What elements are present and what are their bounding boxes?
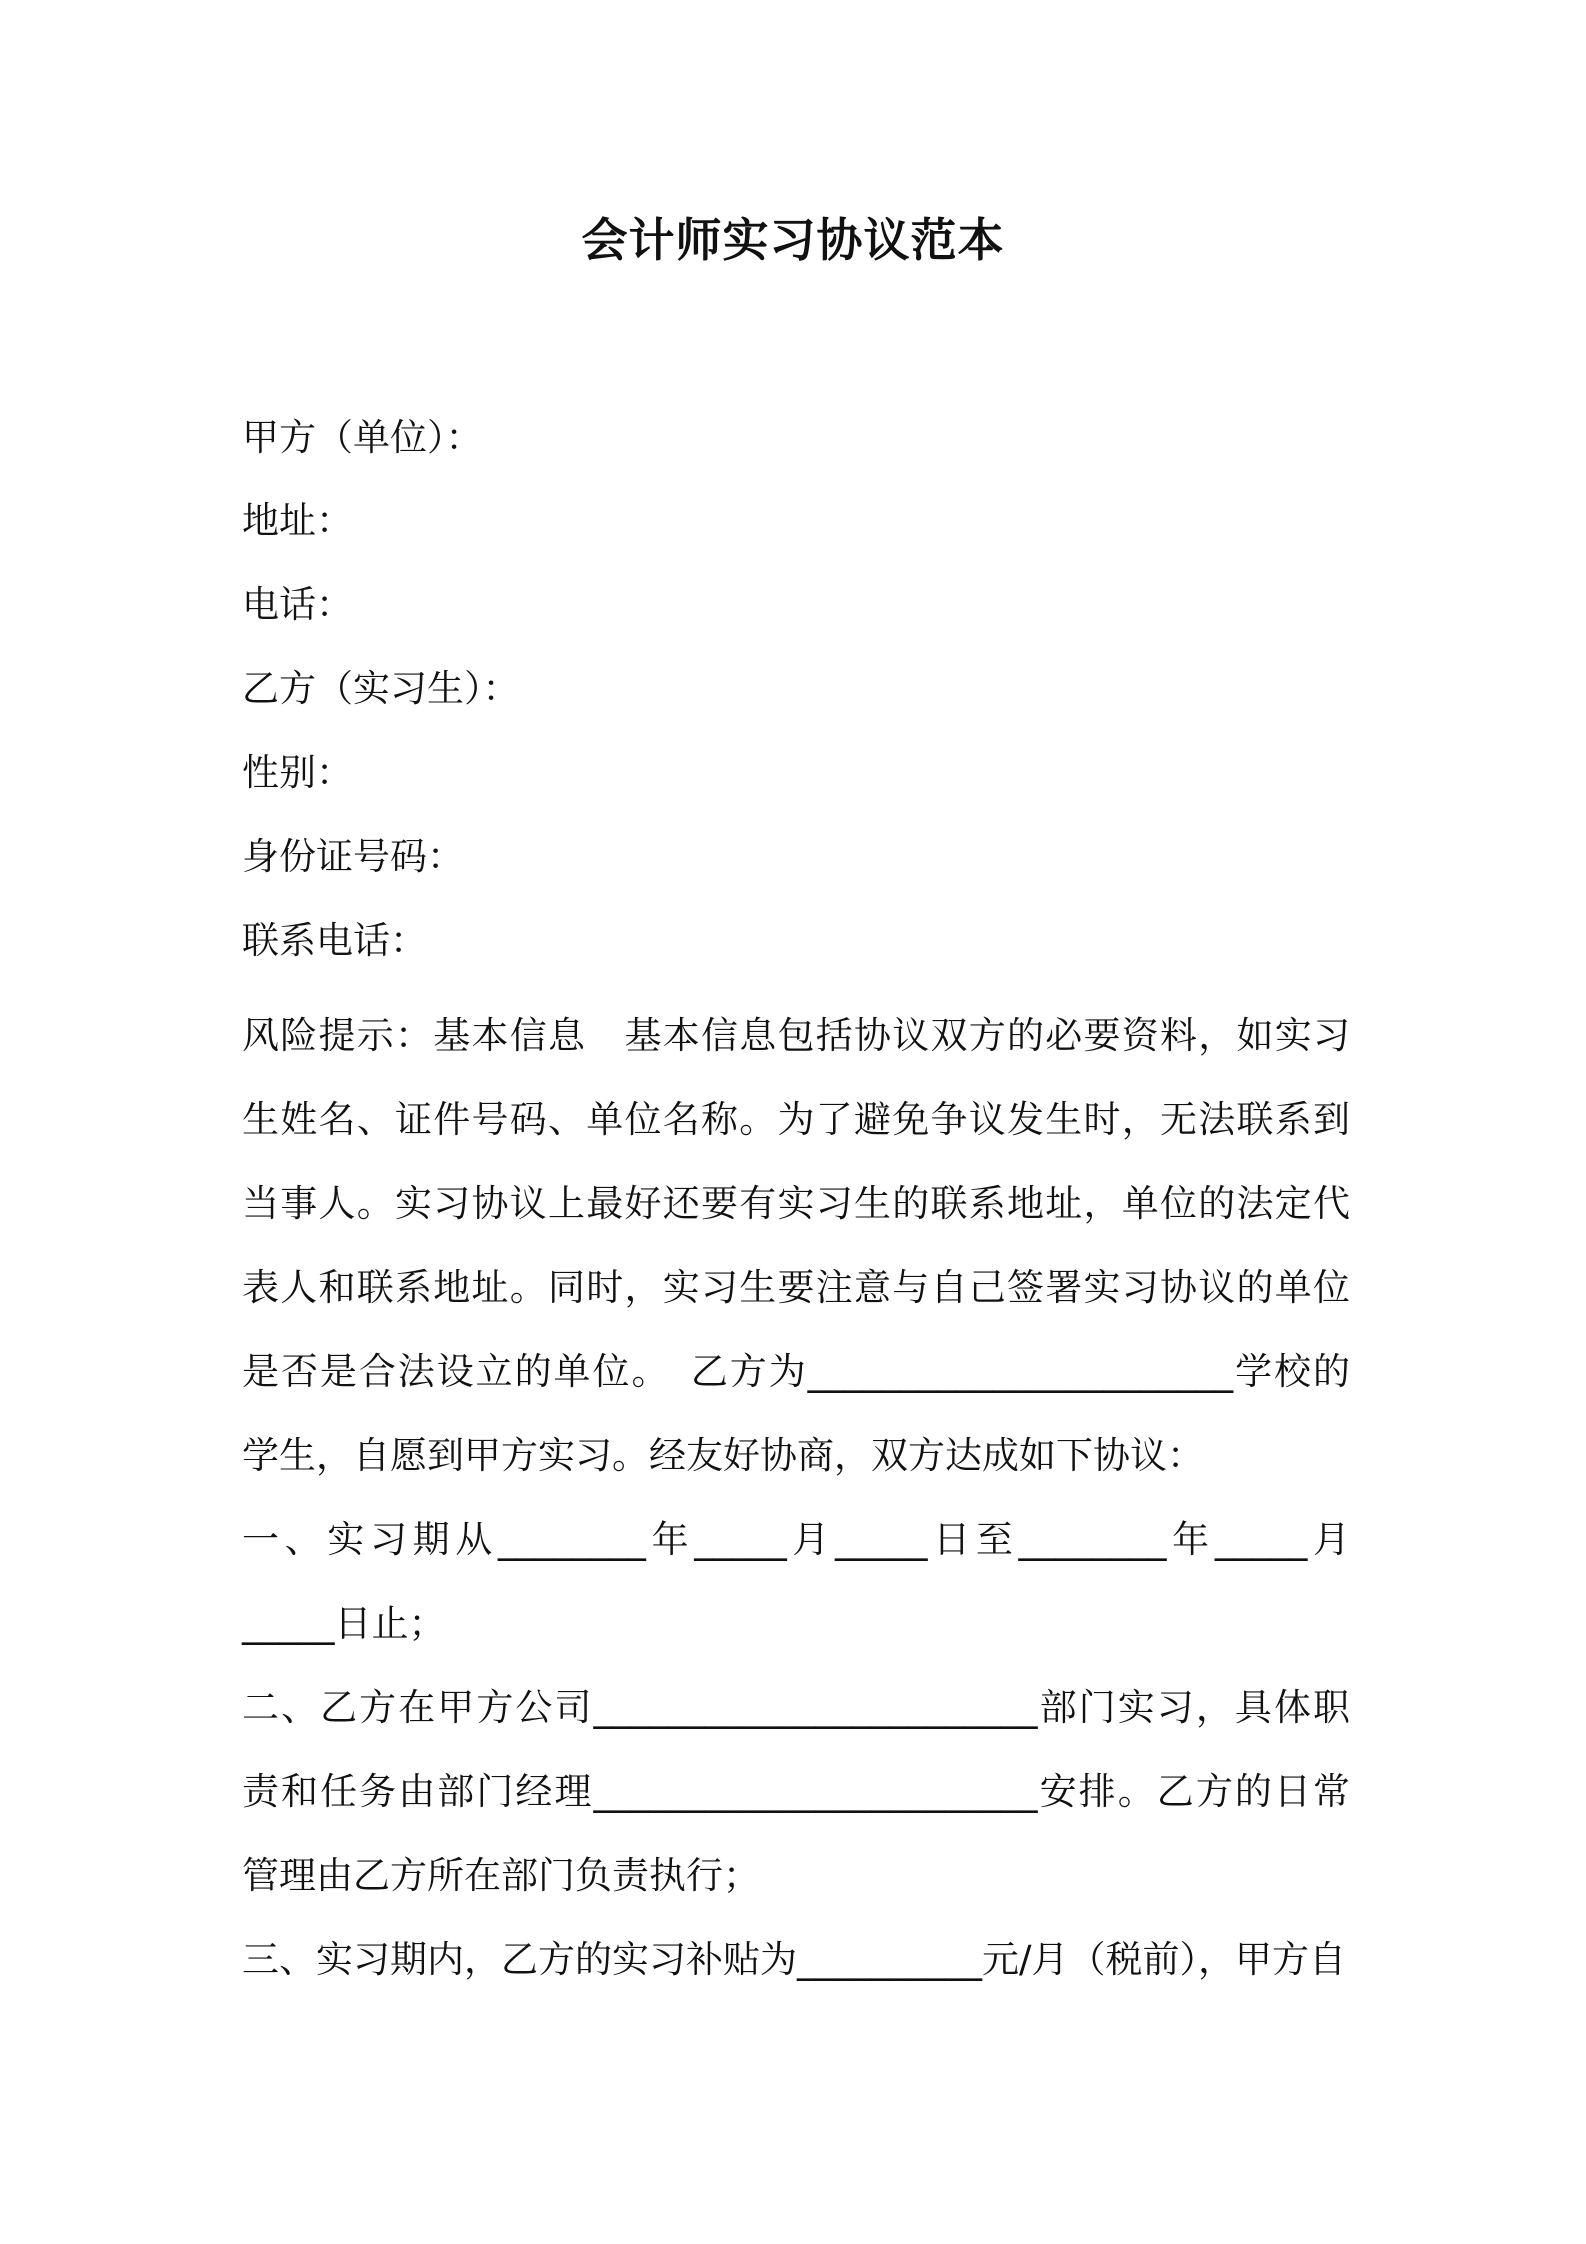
clause-3-allowance: 三、实习期内，乙方的实习补贴为__________元/月（税前），甲方自 [242,1938,1346,1981]
document-title: 会计师实习协议范本 [581,213,1005,267]
agreement-body [242,994,1350,2002]
field-party-a: 甲方（单位）： [242,416,483,459]
clause-1-internship-period: 一、实习期从________年_____月_____日至________年_____月_____日止； [242,1518,1350,1645]
field-gender: 性别： [242,751,353,794]
field-party-b: 乙方（实习生）： [242,667,520,710]
field-address: 地址： [242,499,353,542]
field-phone: 电话： [242,583,353,626]
clause-2-department: 二、乙方在甲方公司________________________部门实习，具体职责和任务由部门经理________________________安排。乙方的日常管理由乙方所在部门负责执行； [242,1686,1350,1897]
risk-notice-paragraph: 风险提示：基本信息 基本信息包括协议双方的必要资料，如实习生姓名、证件号码、单位名称。为了避免争议发生时，无法联系到当事人。实习协议上最好还要有实习生的联系地址，单位的法定代表人和联系地址。同时，实习生要注意与自己签署实习协议的单位是否是合法设立的单位。 乙方为_______________________学校的学生，自愿到甲方实习。经友好协商，双方达成如下协议： [242,1014,1350,1477]
field-id-number: 身份证号码： [242,835,464,878]
field-contact-phone: 联系电话： [242,919,427,962]
